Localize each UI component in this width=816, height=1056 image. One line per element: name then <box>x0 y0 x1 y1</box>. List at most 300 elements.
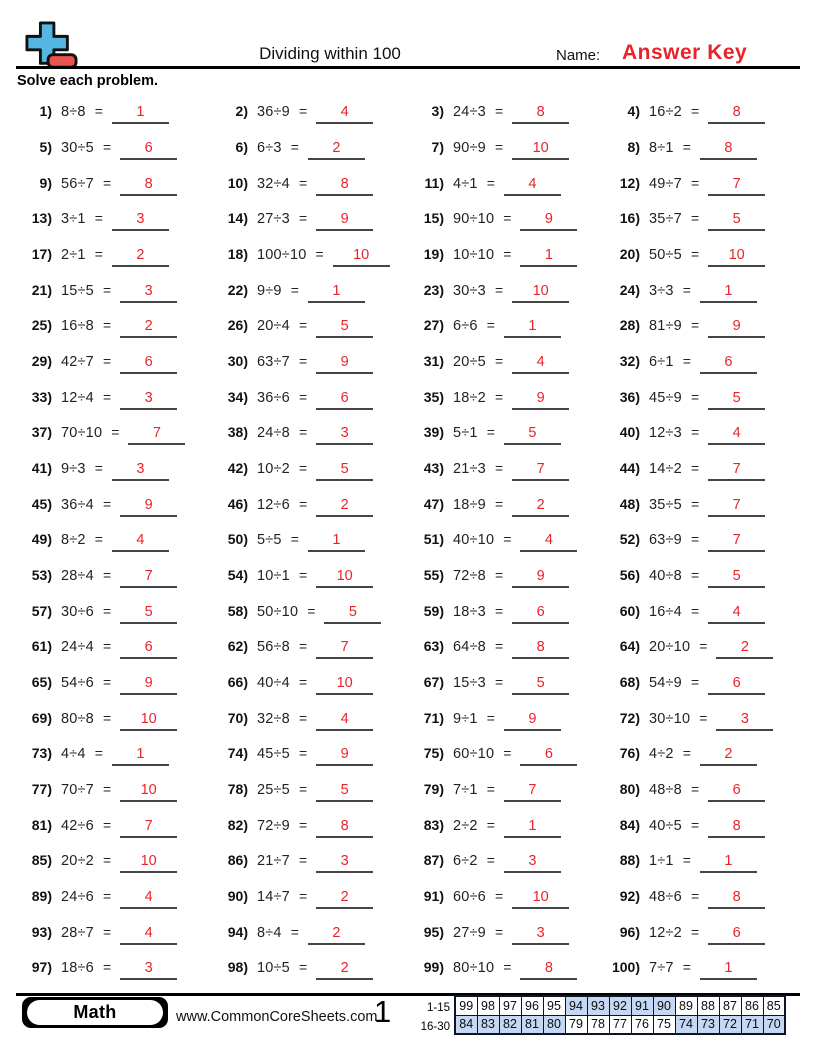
problem-expression: 30÷6 <box>61 603 94 620</box>
problem-item <box>604 603 800 624</box>
answer-value: 9 <box>732 318 741 335</box>
problem-expression: 27÷3 <box>257 211 290 228</box>
answer-line <box>716 638 773 659</box>
answer-value: 5 <box>732 211 741 228</box>
problem-expression: 5÷5 <box>257 532 282 549</box>
score-cell: 77 <box>609 1015 631 1034</box>
problem-number: 88) <box>619 852 640 869</box>
problem-item <box>212 603 408 624</box>
answer-value: 3 <box>528 853 537 870</box>
answer-value: 10 <box>336 568 353 585</box>
answer-line <box>120 282 177 303</box>
problem-item <box>408 282 604 303</box>
equals-sign: = <box>494 388 504 405</box>
problem-item <box>604 282 800 303</box>
problem-expression: 4÷2 <box>649 746 674 763</box>
equals-sign: = <box>298 852 308 869</box>
equals-sign: = <box>298 103 308 120</box>
answer-value: 3 <box>536 924 545 941</box>
problem-number: 92) <box>619 888 640 905</box>
answer-line <box>708 888 765 909</box>
problem-item <box>408 745 604 766</box>
problem-number: 99) <box>423 959 444 976</box>
answer-value: 2 <box>740 639 749 656</box>
problem-expression: 60÷10 <box>453 746 495 763</box>
answer-line <box>708 210 765 231</box>
answer-value: 8 <box>732 817 741 834</box>
problem-number: 79) <box>423 781 444 798</box>
equals-sign: = <box>690 424 700 441</box>
answer-value: 2 <box>340 496 349 513</box>
problem-number: 5) <box>39 139 52 155</box>
problem-expression: 16÷8 <box>61 318 94 335</box>
equals-sign: = <box>494 495 504 512</box>
answer-line <box>700 353 757 374</box>
problem-expression: 35÷5 <box>649 496 682 513</box>
answer-line <box>512 888 569 909</box>
answer-value: 7 <box>732 461 741 478</box>
answer-value: 6 <box>732 924 741 941</box>
problem-number: 64) <box>619 638 640 655</box>
answer-value: 1 <box>528 817 537 834</box>
problem-item <box>16 638 212 659</box>
problem-expression: 12÷6 <box>257 496 290 513</box>
problem-number: 52) <box>619 531 640 548</box>
equals-sign: = <box>486 424 495 441</box>
answer-value: 2 <box>332 924 341 941</box>
equals-sign: = <box>315 246 324 263</box>
problem-expression: 36÷6 <box>257 389 290 406</box>
answer-value: 7 <box>152 425 161 442</box>
score-cell: 98 <box>477 996 499 1015</box>
problem-number: 39) <box>423 424 444 441</box>
problem-number: 14) <box>227 210 248 227</box>
answer-line <box>308 282 365 303</box>
problem-expression: 21÷7 <box>257 853 290 870</box>
problem-number: 35) <box>423 388 444 405</box>
equals-sign: = <box>690 210 700 227</box>
problem-number: 63) <box>423 638 444 655</box>
problem-expression: 12÷3 <box>649 425 682 442</box>
score-cell: 74 <box>675 1015 697 1034</box>
problem-number: 67) <box>423 674 444 691</box>
answer-line <box>700 852 757 873</box>
equals-sign: = <box>486 816 495 833</box>
score-range-row2: 16-30 <box>420 1020 450 1033</box>
answer-line <box>708 531 765 552</box>
equals-sign: = <box>102 139 112 155</box>
answer-value: 1 <box>332 532 341 549</box>
problem-item <box>408 424 604 445</box>
equals-sign: = <box>102 852 112 869</box>
answer-line <box>120 781 177 802</box>
answer-value: 6 <box>732 675 741 692</box>
problem-number: 54) <box>227 567 248 584</box>
answer-value: 10 <box>140 782 157 799</box>
answer-value: 1 <box>544 247 553 264</box>
problem-expression: 14÷7 <box>257 889 290 906</box>
problem-number: 46) <box>227 495 248 512</box>
equals-sign: = <box>503 246 512 263</box>
answer-value: 3 <box>136 211 145 228</box>
answer-value: 6 <box>144 140 153 156</box>
answer-value: 2 <box>536 496 545 513</box>
problem-expression: 15÷3 <box>453 675 486 692</box>
problem-item <box>16 710 212 731</box>
answer-value: 7 <box>732 175 741 192</box>
problem-expression: 1÷1 <box>649 853 674 870</box>
answer-line <box>512 103 569 124</box>
problem-number: 8) <box>627 139 640 155</box>
score-table <box>454 995 786 1035</box>
problem-expression: 2÷1 <box>61 247 86 264</box>
problem-number: 20) <box>619 246 640 263</box>
problem-expression: 8÷4 <box>257 924 282 941</box>
problem-number: 98) <box>227 959 248 976</box>
problem-expression: 24÷3 <box>453 104 486 121</box>
problem-item <box>408 959 604 980</box>
problem-number: 41) <box>31 460 52 477</box>
problem-item <box>16 424 212 445</box>
problem-expression: 45÷5 <box>257 746 290 763</box>
equals-sign: = <box>102 353 112 370</box>
answer-line <box>700 282 757 303</box>
equals-sign: = <box>486 174 495 191</box>
answer-line <box>112 103 169 124</box>
equals-sign: = <box>682 959 691 976</box>
answer-line <box>708 674 765 695</box>
problem-item <box>212 817 408 838</box>
problem-item <box>408 710 604 731</box>
equals-sign: = <box>290 139 299 155</box>
problem-item <box>604 424 800 445</box>
answer-line <box>120 389 177 410</box>
problem-expression: 36÷4 <box>61 496 94 513</box>
answer-line <box>504 317 561 338</box>
problem-item <box>604 460 800 481</box>
problem-item <box>16 531 212 552</box>
problem-number: 19) <box>423 246 444 263</box>
answer-line <box>324 603 381 624</box>
answer-value: 10 <box>353 247 370 264</box>
problem-item <box>16 317 212 338</box>
problem-number: 84) <box>619 816 640 833</box>
answer-line <box>512 567 569 588</box>
problem-number: 26) <box>227 317 248 334</box>
answer-line <box>120 710 177 731</box>
equals-sign: = <box>298 745 308 762</box>
problem-number: 23) <box>423 281 444 298</box>
answer-value: 6 <box>340 389 349 406</box>
problem-number: 65) <box>31 674 52 691</box>
problem-item <box>212 745 408 766</box>
answer-value: 10 <box>532 282 549 299</box>
problem-number: 11) <box>424 174 444 191</box>
answer-value: 3 <box>144 282 153 299</box>
answer-value: 3 <box>340 853 349 870</box>
answer-value: 2 <box>332 140 341 156</box>
problem-item <box>212 531 408 552</box>
answer-line <box>700 139 757 160</box>
score-cell: 83 <box>477 1015 499 1034</box>
problem-expression: 7÷7 <box>649 960 674 977</box>
answer-value: 10 <box>532 140 549 156</box>
problem-item <box>408 531 604 552</box>
problem-expression: 20÷10 <box>649 639 691 656</box>
answer-line <box>316 781 373 802</box>
equals-sign: = <box>102 388 112 405</box>
problem-number: 71) <box>423 709 444 726</box>
answer-value: 7 <box>144 817 153 834</box>
answer-value: 4 <box>732 603 741 620</box>
equals-sign: = <box>690 495 700 512</box>
problem-item <box>212 638 408 659</box>
problem-number: 55) <box>423 567 444 584</box>
problem-expression: 49÷7 <box>649 175 682 192</box>
score-cell: 88 <box>697 996 719 1015</box>
answer-value: 10 <box>532 889 549 906</box>
answer-line <box>512 389 569 410</box>
score-cell: 93 <box>587 996 609 1015</box>
answer-line <box>504 852 561 873</box>
equals-sign: = <box>102 888 112 905</box>
answer-line <box>316 317 373 338</box>
equals-sign: = <box>690 816 700 833</box>
score-cell: 80 <box>543 1015 565 1034</box>
answer-line <box>512 139 569 160</box>
problem-expression: 18÷6 <box>61 960 94 977</box>
answer-line <box>120 638 177 659</box>
answer-line <box>512 638 569 659</box>
answer-value: 8 <box>536 104 545 121</box>
equals-sign: = <box>94 103 103 120</box>
answer-value: 4 <box>536 354 545 371</box>
problem-item <box>408 210 604 231</box>
problem-number: 28) <box>619 317 640 334</box>
answer-value: 2 <box>340 960 349 977</box>
problem-item <box>16 389 212 410</box>
answer-line <box>708 924 765 945</box>
problem-item <box>212 460 408 481</box>
problem-item <box>408 852 604 873</box>
answer-line <box>120 139 177 160</box>
equals-sign: = <box>503 210 512 227</box>
answer-value: 2 <box>340 889 349 906</box>
answer-line <box>316 424 373 445</box>
answer-value: 5 <box>340 318 349 335</box>
answer-line <box>700 959 757 980</box>
problem-item <box>16 817 212 838</box>
answer-value: 7 <box>732 532 741 549</box>
answer-value: 3 <box>136 461 145 478</box>
problem-item <box>408 888 604 909</box>
answer-line <box>316 852 373 873</box>
name-label: Name: <box>556 47 601 64</box>
answer-line <box>316 817 373 838</box>
problem-number: 86) <box>227 852 248 869</box>
problem-number: 15) <box>423 210 444 227</box>
problem-number: 18) <box>227 246 248 263</box>
problem-expression: 18÷3 <box>453 603 486 620</box>
problem-expression: 48÷8 <box>649 782 682 799</box>
problem-item <box>212 710 408 731</box>
equals-sign: = <box>690 246 700 263</box>
problem-item <box>212 567 408 588</box>
problem-number: 2) <box>235 103 248 120</box>
answer-value: 5 <box>340 782 349 799</box>
equals-sign: = <box>298 888 308 905</box>
problem-expression: 16÷4 <box>649 603 682 620</box>
equals-sign: = <box>290 923 299 940</box>
answer-value: 10 <box>336 675 353 692</box>
problem-number: 96) <box>619 923 640 940</box>
equals-sign: = <box>298 424 308 441</box>
problem-number: 36) <box>619 388 640 405</box>
problem-number: 87) <box>423 852 444 869</box>
problem-number: 22) <box>227 281 248 298</box>
answer-value: 4 <box>544 532 553 549</box>
answer-value: 9 <box>340 211 349 228</box>
answer-value: 2 <box>144 318 153 335</box>
score-table-body <box>455 996 785 1034</box>
answer-line <box>316 638 373 659</box>
problem-number: 30) <box>227 353 248 370</box>
problem-expression: 28÷7 <box>61 924 94 941</box>
answer-value: 5 <box>732 389 741 406</box>
problem-number: 50) <box>227 531 248 548</box>
problem-expression: 6÷1 <box>649 354 674 371</box>
problem-expression: 10÷2 <box>257 461 290 478</box>
problem-item <box>408 389 604 410</box>
problem-expression: 63÷7 <box>257 354 290 371</box>
problem-expression: 56÷8 <box>257 639 290 656</box>
problem-expression: 27÷9 <box>453 924 486 941</box>
answer-line <box>708 389 765 410</box>
equals-sign: = <box>494 674 504 691</box>
answer-line <box>120 674 177 695</box>
problem-item <box>604 781 800 802</box>
answer-value: 3 <box>144 389 153 406</box>
answer-value: 2 <box>136 247 145 264</box>
problem-item <box>604 210 800 231</box>
problem-expression: 8÷2 <box>61 532 86 549</box>
answer-value: 7 <box>536 461 545 478</box>
equals-sign: = <box>102 674 112 691</box>
problem-expression: 4÷1 <box>453 175 478 192</box>
problem-number: 59) <box>423 602 444 619</box>
problem-expression: 24÷4 <box>61 639 94 656</box>
answer-value: 9 <box>536 568 545 585</box>
answer-line <box>708 567 765 588</box>
score-cell: 76 <box>631 1015 653 1034</box>
equals-sign: = <box>682 852 691 869</box>
problem-item <box>604 710 800 731</box>
problem-item <box>212 888 408 909</box>
problem-expression: 16÷2 <box>649 104 682 121</box>
answer-line <box>700 745 757 766</box>
problem-number: 47) <box>423 495 444 512</box>
problem-item <box>212 852 408 873</box>
problem-item <box>212 282 408 303</box>
answer-line <box>512 460 569 481</box>
answer-line <box>308 531 365 552</box>
problem-item <box>408 496 604 517</box>
problem-number: 7) <box>431 139 444 155</box>
problem-number: 10) <box>227 174 248 191</box>
equals-sign: = <box>307 602 316 619</box>
problem-item <box>408 175 604 196</box>
problem-item <box>212 210 408 231</box>
answer-line <box>520 745 577 766</box>
answer-line <box>316 745 373 766</box>
problem-number: 85) <box>31 852 52 869</box>
equals-sign: = <box>690 531 700 548</box>
problem-number: 61) <box>31 638 52 655</box>
answer-line <box>120 852 177 873</box>
equals-sign: = <box>290 531 299 548</box>
problem-expression: 12÷4 <box>61 389 94 406</box>
score-cell: 90 <box>653 996 675 1015</box>
answer-value: 9 <box>144 496 153 513</box>
equals-sign: = <box>298 709 308 726</box>
problem-expression: 80÷10 <box>453 960 495 977</box>
answer-value: 5 <box>528 425 537 442</box>
equals-sign: = <box>486 317 495 334</box>
problem-number: 93) <box>31 923 52 940</box>
problem-expression: 50÷5 <box>649 247 682 264</box>
answer-value: 4 <box>340 710 349 727</box>
math-badge-label: Math <box>27 1000 163 1025</box>
answer-value: 8 <box>536 639 545 656</box>
answer-line <box>708 496 765 517</box>
problem-item <box>604 852 800 873</box>
answer-line <box>316 959 373 980</box>
problem-item <box>604 175 800 196</box>
answer-line <box>112 745 169 766</box>
problem-number: 9) <box>39 174 52 191</box>
problem-item <box>212 781 408 802</box>
score-cell: 81 <box>521 1015 543 1034</box>
problem-number: 17) <box>31 246 52 263</box>
answer-value: 3 <box>740 710 749 727</box>
equals-sign: = <box>298 460 308 477</box>
equals-sign: = <box>690 923 700 940</box>
problem-expression: 81÷9 <box>649 318 682 335</box>
answer-value: 5 <box>144 603 153 620</box>
answer-line <box>112 531 169 552</box>
problem-number: 91) <box>423 888 444 905</box>
problem-item <box>16 103 212 124</box>
problem-number: 53) <box>31 567 52 584</box>
problem-item <box>212 175 408 196</box>
equals-sign: = <box>94 210 103 227</box>
problem-item <box>212 317 408 338</box>
answer-line <box>308 924 365 945</box>
answer-value: 4 <box>732 425 741 442</box>
problem-expression: 40÷4 <box>257 675 290 692</box>
problem-number: 44) <box>619 460 640 477</box>
problem-expression: 20÷2 <box>61 853 94 870</box>
equals-sign: = <box>94 531 103 548</box>
answer-value: 4 <box>144 924 153 941</box>
answer-value: 5 <box>536 675 545 692</box>
answer-line <box>708 603 765 624</box>
problem-item <box>16 888 212 909</box>
problem-item <box>604 139 800 160</box>
answer-value: 6 <box>536 603 545 620</box>
problem-number: 69) <box>31 709 52 726</box>
answer-line <box>316 674 373 695</box>
